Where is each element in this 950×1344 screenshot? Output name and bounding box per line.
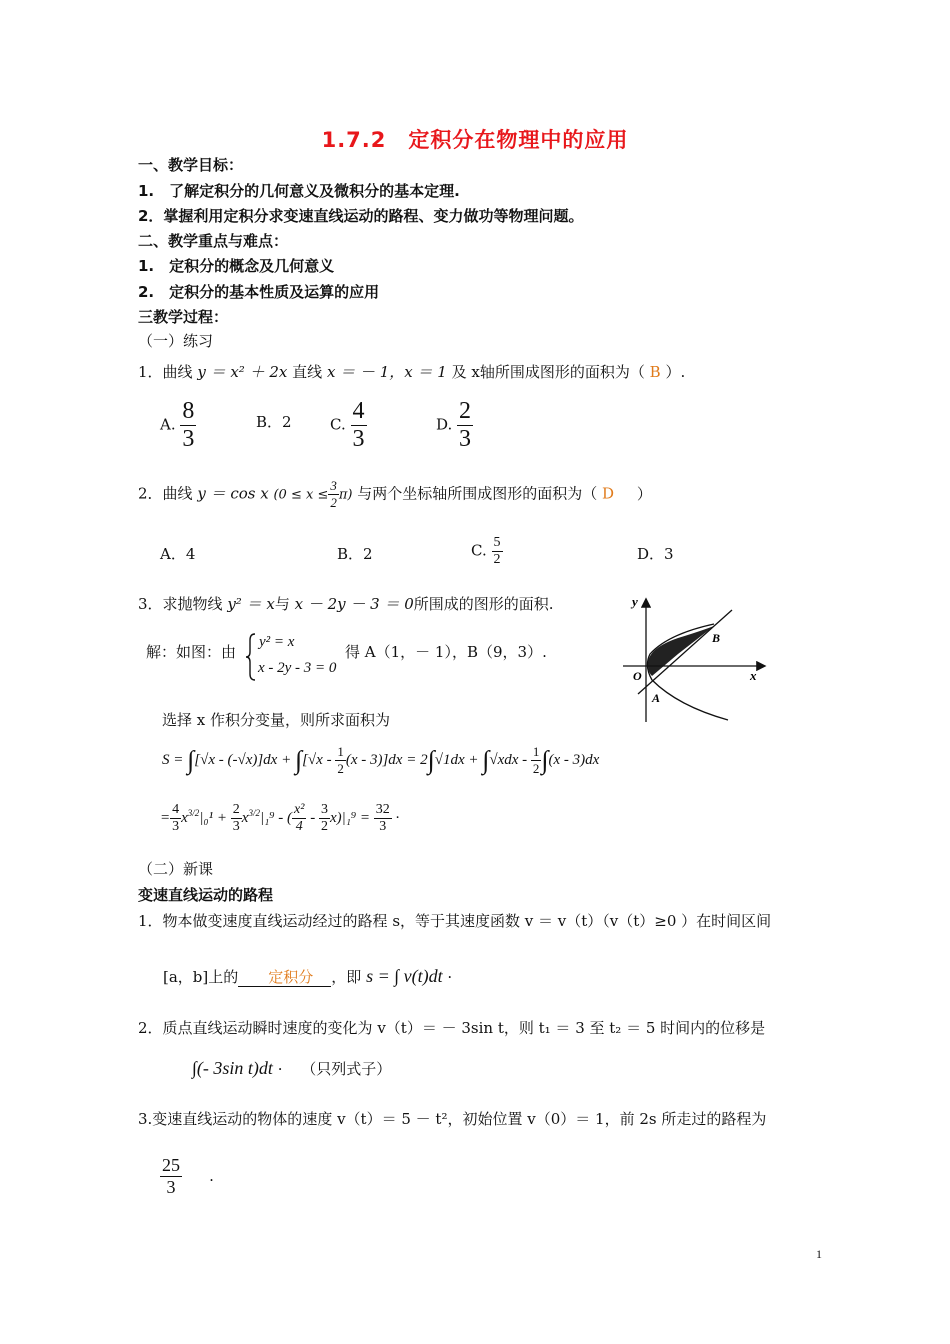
key-point-1: 1. 定积分的概念及几何意义 [138,257,335,275]
q3-points: 得 A（1，－ 1），B（9，3）. [345,643,547,661]
area-result-expression: = $\frac{4}{3}$ $x^{3/2}|_0^1$ + $\frac{2}{3}$ $x^{3/2}|_1^9$ - ( $\frac{\text{x²}}{4}$ - $\frac{3}{2}$ x)|₁⁹ = $\frac{32}{3}$ · [160,802,400,834]
question-1: 1．曲线 y ＝ x² ＋ 2x 直线 x ＝ － 1，x ＝ 1 及 x轴所围成图形的面积为（ B ）. [138,363,686,381]
q1-option-d: D. $\frac{2}{3}$ [436,398,472,452]
graph-svg [618,594,768,724]
newlesson-p3-answer: $\frac{25}{3}$ . [162,1155,214,1197]
newlesson-p2: 2．质点直线运动瞬时速度的变化为 v（t）＝ － 3sin t，则 t₁ ＝ 3 至 t₂ ＝ 5 时间内的位移是 [138,1019,766,1037]
displacement-formula: ∫(- 3sin t)dt [192,1058,273,1078]
q2-option-a: A．4 [160,545,196,563]
practice-label: （一）练习 [138,332,214,350]
path-formula: s = ∫ v(t)dt [366,966,443,986]
q1-option-a: A. $\frac{8}{3}$ [160,398,195,452]
graph-label-b: B [712,631,721,645]
system-eq-2: x - 2y - 3 = 0 [258,660,337,676]
objective-2: 2．掌握利用定积分求变速直线运动的路程、变力做功等物理问题。 [138,207,584,225]
page-title: 1.7.2 定积分在物理中的应用 [321,128,629,152]
q2-option-d: D．3 [637,545,674,563]
page-number: 1 [816,1247,822,1261]
key-point-2: 2. 定积分的基本性质及运算的应用 [138,283,380,301]
question-3: 3．求抛物线 y² ＝ x与 x － 2y － 3 ＝ 0所围成的图形的面积. [138,595,554,613]
newlesson-p1-cont: [a，b]上的 定积分 ，即 s = ∫ v(t)dt · [163,966,453,986]
answer-definite-integral: 定积分 [238,968,331,987]
brace-icon [245,632,257,682]
newlesson-p1: 1．物本做变速度直线运动经过的路程 s，等于其速度函数 v ＝ v（t）（v（t）≥0 ）在时间区间 [138,912,772,930]
q3-choose-variable: 选择 x 作积分变量，则所求面积为 [162,711,390,729]
heading-key-points: 二、教学重点与难点： [138,232,289,250]
parabola-graph [618,594,768,724]
q2-option-c: C. $\frac{5}{2}$ [471,535,501,567]
graph-label-x: x [750,668,757,683]
system-eq-1: y² = x [259,634,295,650]
heading-process: 三教学过程： [138,308,229,326]
objective-1: 1. 了解定积分的几何意义及微积分的基本定理. [138,182,460,200]
newlesson-p2-formula-line: ∫(- 3sin t)dt · （只列式子） [192,1058,392,1078]
question-2: 2．曲线 y ＝ cos x (0 ≤ x ≤ $\frac{3}{2}$ π) 与两个坐标轴所围成图形的面积为（ D ） [138,478,652,510]
answer-q1: B [649,363,661,381]
area-integral-expression: S = ∫[√x - (-√x)]dx + ∫[√x - $\frac{1}{2}$ (x - 3)]dx = 2∫√1dx + ∫√xdx - $\frac{1}{2}$ ∫(x - 3)dx [162,744,600,776]
graph-label-a: A [652,691,661,705]
heading-objectives: 一、教学目标： [138,156,244,174]
graph-label-o: O [633,669,642,683]
q1-option-b: B．2 [256,413,292,431]
answer-q2: D [602,484,615,503]
graph-label-y: y [632,594,638,609]
system-brace [245,632,255,682]
newlesson-label: （二）新课 [138,860,214,878]
q3-solution-intro: 解：如图：由 [146,643,237,661]
q1-option-c: C. $\frac{4}{3}$ [330,398,365,452]
newlesson-heading: 变速直线运动的路程 [138,886,274,904]
newlesson-p3: 3.变速直线运动的物体的速度 v（t）＝ 5 － t²，初始位置 v（0）＝ 1，前 2s 所走过的路程为 [138,1110,767,1128]
q2-option-b: B．2 [337,545,373,563]
